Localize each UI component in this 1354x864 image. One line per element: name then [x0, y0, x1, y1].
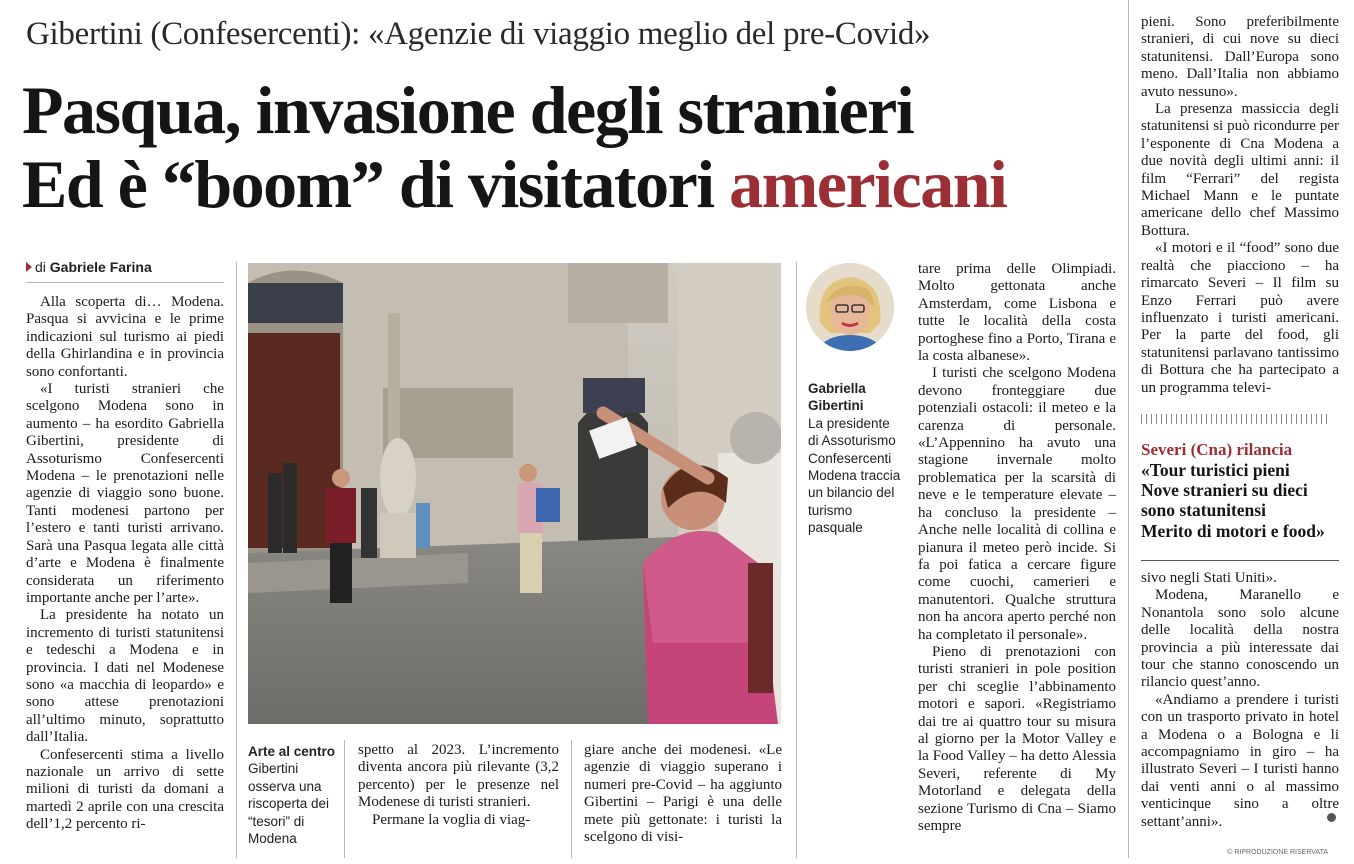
column-rule	[1128, 0, 1129, 858]
sidebar-headline-line: «Tour turistici pieni	[1141, 460, 1290, 480]
paragraph: spetto al 2023. L’incremento diventa ancora più rilevante (3,2 percento) per le presenze nel Modenese di turisti stranieri.	[358, 742, 559, 811]
dotted-divider	[1141, 414, 1331, 424]
sidebar-headline-line: Merito di motori e food»	[1141, 520, 1325, 541]
headline-line-1: Pasqua, invasione degli stranieri	[22, 72, 914, 148]
paragraph: sivo negli Stati Uniti».	[1141, 570, 1277, 586]
byline-prefix: di	[35, 259, 46, 275]
headline-line-2-text: Ed è “boom” di visitatori	[22, 146, 730, 222]
byline-marker-icon	[26, 262, 32, 272]
column-rule	[796, 262, 797, 858]
end-mark-icon	[1327, 813, 1336, 822]
paragraph: «I turisti stranieri che scelgono Modena sono in aumento – ha esordito Gabriella Gibertini, presidente di Assoturismo Confesercenti Modena – le prenotazioni nelle agenzie di viaggio sono buone. Tanti modenesi partono per l’estero e tanti turisti arrivano. Sarà una Pasqua legata alle città d’arte e Modena è finalmente considerata un riferimento importante anche per l’arte».	[26, 381, 224, 606]
portrait-caption-name: Gabriella Gibertini	[808, 381, 866, 414]
portrait-illustration	[806, 263, 894, 351]
copyright-note: © RIPRODUZIONE RISERVATA	[1227, 849, 1328, 856]
article-column-5-bottom	[1141, 570, 1339, 831]
column-rule	[571, 740, 572, 858]
sidebar-box	[1141, 440, 1339, 541]
paragraph: Modena, Maranello e Nonantola sono solo alcune delle località della nostra provincia a più interessate dai tour che stanno conoscendo un rilancio quest’anno.	[1141, 587, 1339, 691]
column-rule	[236, 262, 237, 858]
photo-caption-text: Gibertini osserva una riscoperta dei “tesori” di Modena	[248, 761, 330, 847]
kicker: Gibertini (Confesercenti): «Agenzie di viaggio meglio del pre-Covid»	[26, 16, 931, 52]
article-photo	[248, 263, 781, 724]
cathedral-photo-illustration	[248, 263, 781, 724]
sidebar-headline-line: Nove stranieri su dieci	[1141, 480, 1308, 501]
paragraph: Alla scoperta di… Modena. Pasqua si avvicina e le prime indicazioni sul turismo ai piedi della Ghirlandina e in provincia sono confortanti.	[26, 294, 224, 380]
photo-caption	[248, 743, 338, 847]
portrait-photo	[806, 263, 894, 351]
byline-author: Gabriele Farina	[49, 259, 152, 275]
paragraph: pieni. Sono preferibilmente stranieri, di cui nove su dieci statunitensi. Dall’Europa sono meno. Dall’Italia non abbiamo avuto nessuno».	[1141, 14, 1339, 100]
paragraph: La presenza massiccia degli statunitensi si può ricondurre per l’esponente di Cna Modena a due novità degli ultimi anni: il film “Ferrari” del regista Michael Mann e le puntate americane dello chef Massimo Bottura.	[1141, 101, 1339, 239]
portrait-caption	[808, 380, 903, 537]
sidebar-label: Severi (Cna) rilancia	[1141, 440, 1293, 459]
article-column-2	[358, 742, 559, 829]
byline-rule	[26, 282, 224, 283]
paragraph: Permane la voglia di viag-	[372, 811, 531, 828]
column-rule	[344, 740, 345, 858]
article-column-4	[918, 261, 1116, 835]
headline-line-2	[22, 146, 1132, 222]
paragraph: La presidente ha notato un incremento di turisti statunitensi e tedeschi a Modena e in provincia. I dati nel Modenese sono «a macchia di leopardo» e sono attese prenotazioni all’ultimo minuto, soprattutto dall’Italia.	[26, 607, 224, 746]
paragraph: Pieno di prenotazioni con turisti stranieri in pole position per chi sceglie l’abbinamento motori e sapori. «Registriamo dai tre ai quattro tour su misura al giorno per la Motor Valley e la Food Valley – ha detto Alessia Severi, referente di My Motorland e delegata della sezione Turismo di Cna – Siamo sempre	[918, 643, 1116, 834]
paragraph: tare prima delle Olimpiadi. Molto gettonata anche Amsterdam, come Lisbona e tutte le località della costa portoghese fino a Porto, Tirana e la costa albanese».	[918, 261, 1116, 365]
portrait-caption-text: La presidente di Assoturismo Confesercenti Modena traccia un bilancio del turismo pasquale	[808, 415, 901, 536]
article-column-1	[26, 294, 224, 834]
headline-accent: americani	[729, 146, 1007, 222]
byline	[26, 259, 226, 275]
paragraph: Confesercenti stima a livello nazionale un arrivo di sette milioni di turisti da domani a martedì 2 aprile con una crescita dell’1,2 percento ri-	[26, 746, 224, 833]
paragraph: «I motori e il “food” sono due realtà che piacciono – ha rimarcato Severi – Il film su Enzo Ferrari può avere influenzato i turisti americani. Per la parte del food, gli statunitensi parlavano tantissimo di Bottura che ha partecipato a un programma televi-	[1141, 240, 1339, 396]
paragraph: «Andiamo a prendere i turisti con un trasporto privato in hotel a Modena o a Bologna e li accompagniamo in giro – ha illustrato Severi – I turisti hanno dai venti anni o al massimo venticinque sino a oltre settant’anni».	[1141, 691, 1339, 830]
photo-caption-title: Arte al centro	[248, 744, 336, 759]
article-column-3	[584, 742, 782, 846]
sidebar-rule	[1141, 560, 1339, 561]
article-column-5-top	[1141, 14, 1339, 397]
paragraph: I turisti che scelgono Modena devono fronteggiare due potenziali ostacoli: il meteo e la carenza di personale. «L’Appennino ha avuto una stagione invernale molto problematica per la scarsità di neve e le temperature elevate – ha concluso la presidente – Anche nelle località di collina e pianura il meteo però incide. Si fa poi fatica a cercare figure come cuochi, camerieri e manutentori. Qualche struttura non ha ancora aperto perché non ha completato il personale».	[918, 365, 1116, 643]
paragraph: giare anche dei modenesi. «Le agenzie di viaggio superano i numeri pre-Covid – ha aggiunto Gibertini – Parigi è una delle mete più gettonate: i turisti la scelgono di visi-	[584, 742, 782, 846]
sidebar-headline-line: sono statunitensi	[1141, 500, 1266, 521]
